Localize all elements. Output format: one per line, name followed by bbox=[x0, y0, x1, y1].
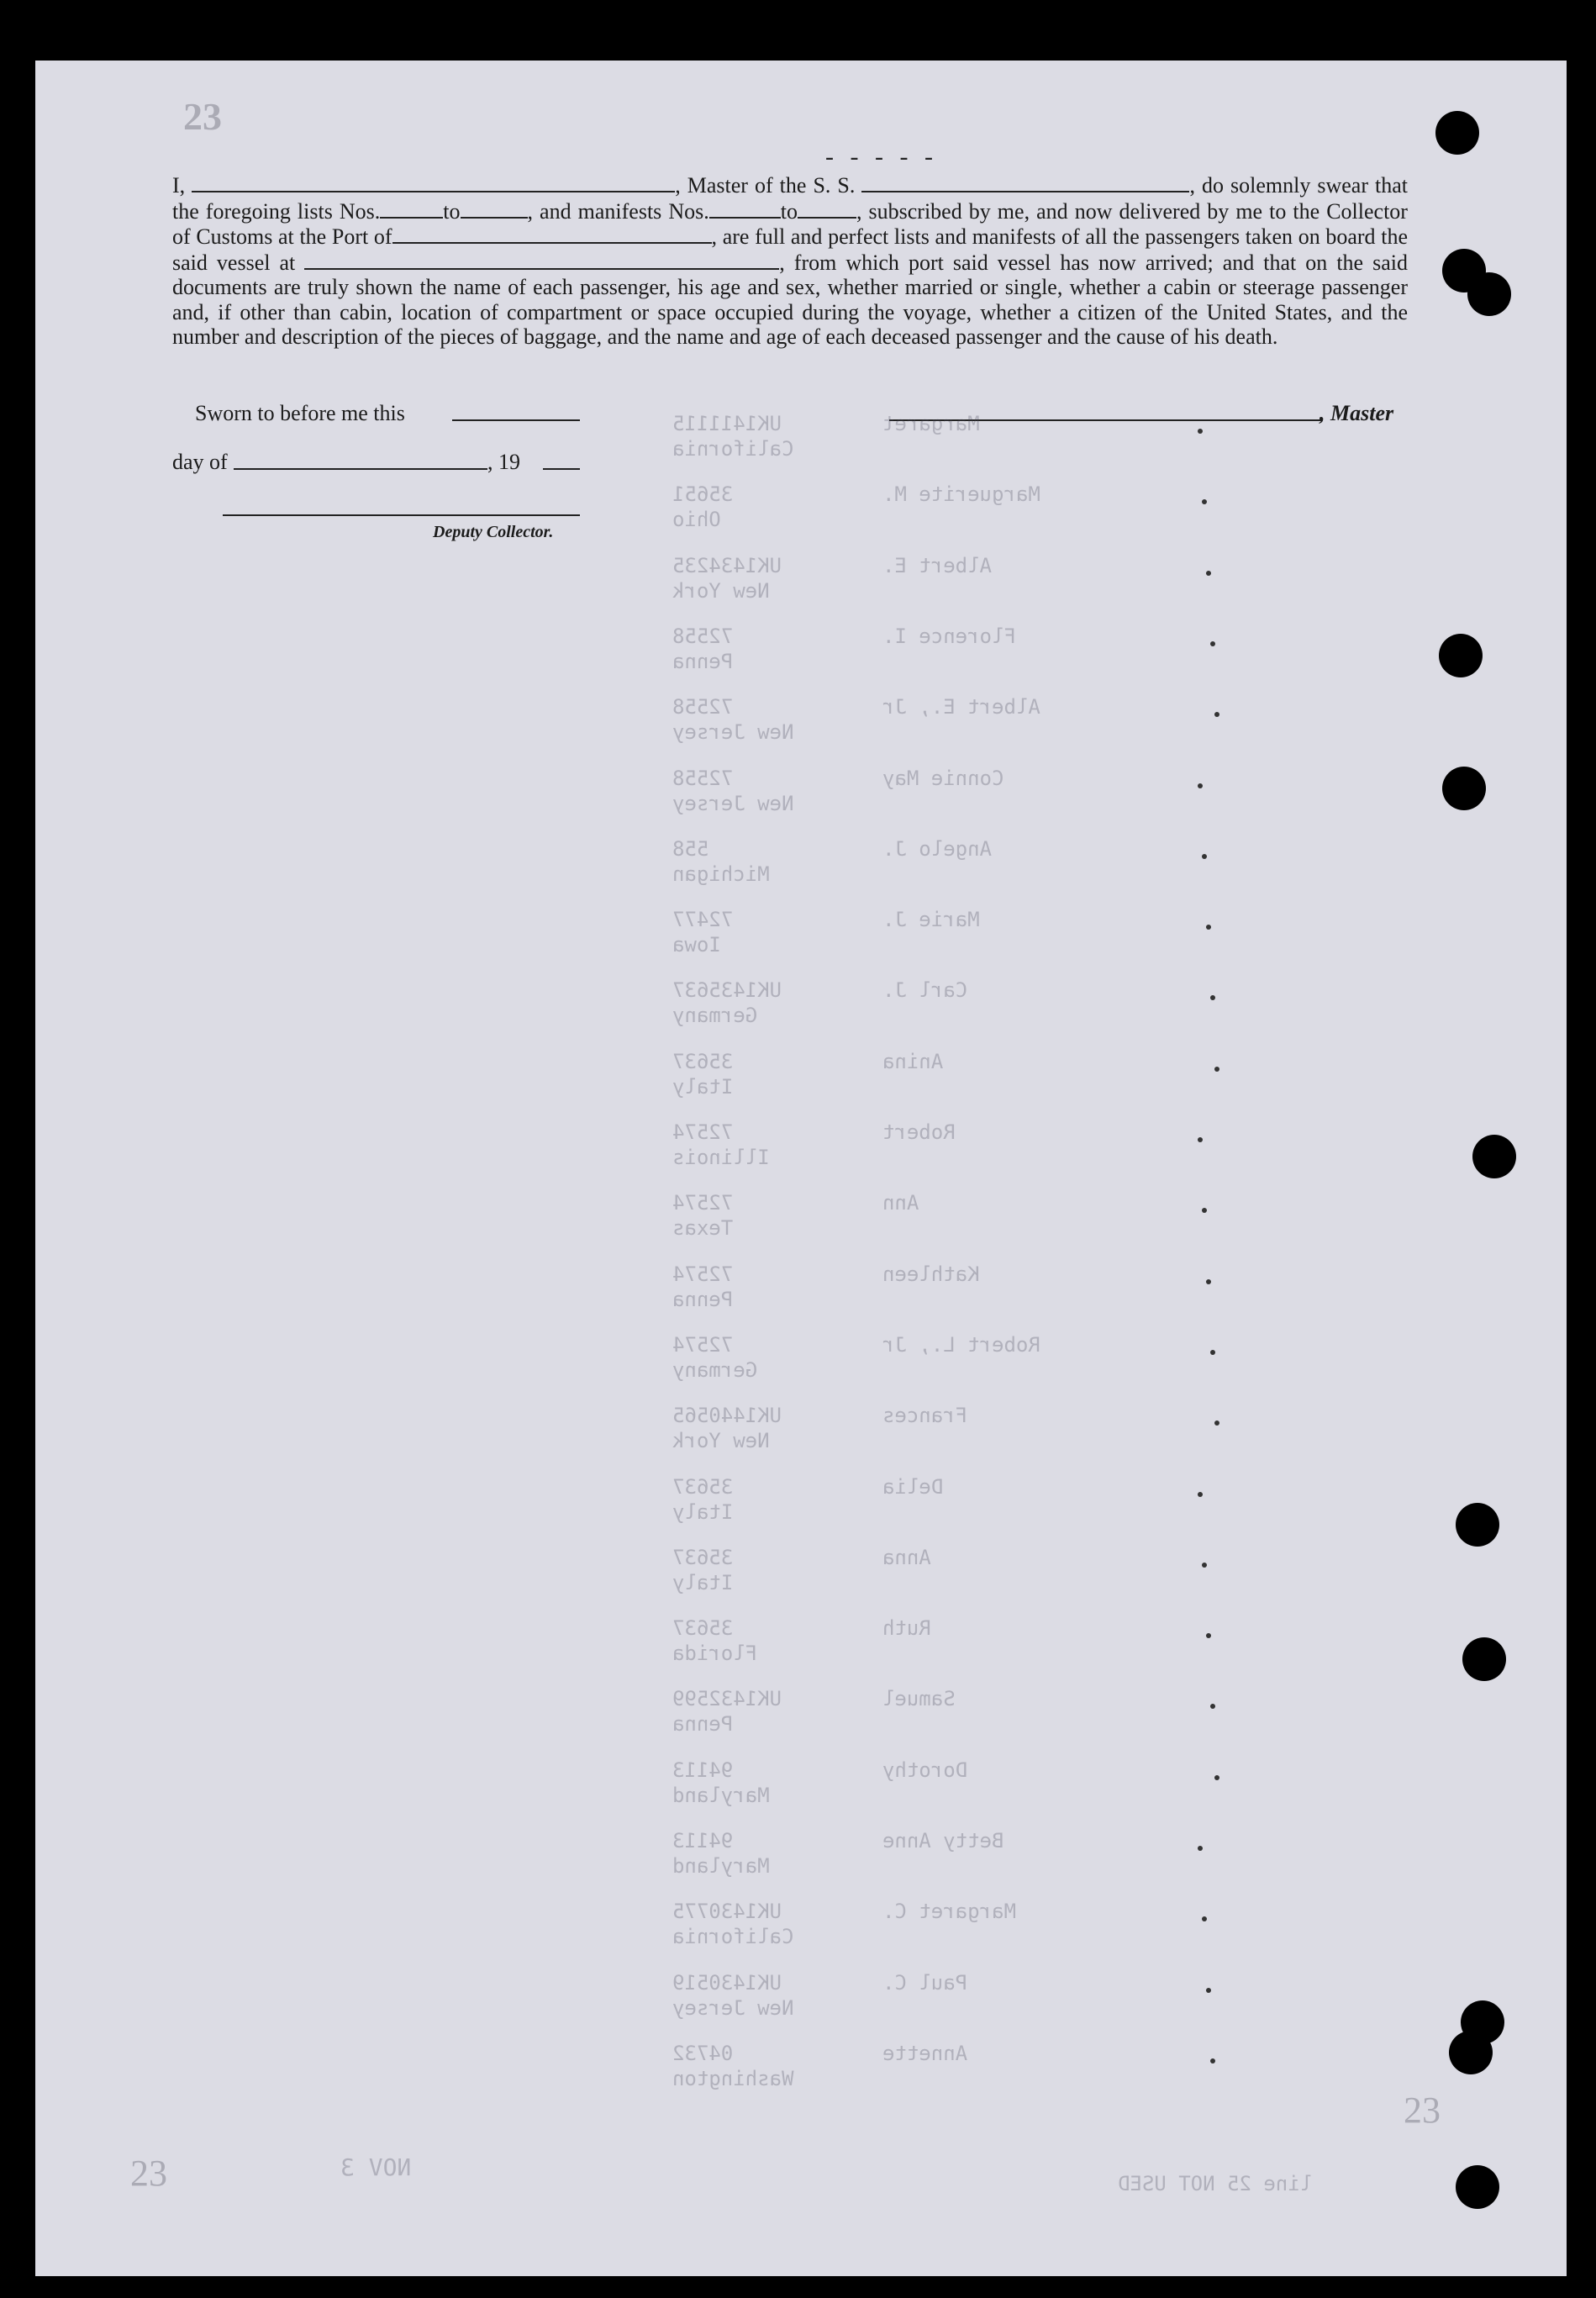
bleed-given-name: Betty Anne bbox=[882, 1829, 1004, 1853]
typewriter-comma bbox=[1198, 783, 1203, 788]
typewriter-comma bbox=[1206, 1279, 1211, 1284]
punch-hole bbox=[1456, 2165, 1499, 2209]
bleed-number: UK1435637 bbox=[672, 978, 782, 1002]
bleed-number: 35637 bbox=[672, 1546, 734, 1569]
manifests-from-blank[interactable] bbox=[709, 198, 781, 219]
punch-hole bbox=[1439, 634, 1483, 677]
bleed-place: Maryland bbox=[672, 1854, 770, 1878]
punch-hole bbox=[1467, 272, 1511, 316]
bleed-given-name: Anina bbox=[882, 1050, 944, 1073]
typewriter-comma bbox=[1210, 641, 1215, 646]
typewriter-comma bbox=[1202, 1916, 1207, 1921]
page-number-mark: 23 bbox=[183, 95, 222, 138]
bleed-place: New Jersey bbox=[672, 1996, 794, 2020]
typewriter-comma bbox=[1214, 1420, 1219, 1426]
typewriter-comma bbox=[1202, 1208, 1207, 1213]
bleed-place: Maryland bbox=[672, 1784, 770, 1807]
bleed-place: California bbox=[672, 437, 794, 461]
bleed-given-name: Carl J. bbox=[882, 978, 968, 1002]
oath-to-1: to bbox=[443, 198, 461, 224]
bleed-number: 94113 bbox=[672, 1829, 734, 1853]
oath-manifests: , and manifests Nos. bbox=[527, 198, 709, 224]
bleed-given-name: Margaret bbox=[882, 412, 980, 435]
punch-hole bbox=[1472, 1135, 1516, 1178]
bleed-number: UK1440565 bbox=[672, 1404, 782, 1427]
oath-i: I, bbox=[172, 173, 186, 198]
port-blank[interactable] bbox=[392, 224, 712, 244]
oath-body: , from which port said vessel has now arrived; and that on the said documents are truly shown the name of each passenger, his age and sex, whether married or single, whether a cabin or steerage passenger and, if other than cabin, location of compartment or space occupied during the voyage, whether a citizen of the United States, and the number and description of the pieces of baggage, and the name and age of each deceased passenger and the cause of his death. bbox=[172, 250, 1408, 349]
bleed-given-name: Florence I. bbox=[882, 625, 1016, 648]
typewriter-comma bbox=[1214, 712, 1219, 717]
typewriter-comma bbox=[1198, 1846, 1203, 1851]
bleed-place: Texas bbox=[672, 1216, 734, 1240]
punch-hole bbox=[1442, 767, 1486, 810]
ship-name-blank[interactable] bbox=[861, 172, 1189, 192]
master-name-blank[interactable] bbox=[192, 172, 675, 192]
bleed-place: Penna bbox=[672, 1288, 734, 1311]
bleed-number: 72558 bbox=[672, 695, 734, 719]
punch-hole bbox=[1462, 1637, 1506, 1681]
bleed-given-name: Anna bbox=[882, 1546, 931, 1569]
bleed-number: UK1411115 bbox=[672, 412, 782, 435]
bleed-number: 35637 bbox=[672, 1475, 734, 1499]
bleed-number: 72574 bbox=[672, 1191, 734, 1215]
bleed-place: New York bbox=[672, 579, 770, 603]
master-label: , Master bbox=[1319, 401, 1394, 425]
bleed-place: Italy bbox=[672, 1500, 734, 1524]
sworn-day-blank[interactable] bbox=[452, 419, 580, 421]
bleed-number: 35637 bbox=[672, 1050, 734, 1073]
oath-paragraph bbox=[172, 172, 1408, 350]
typewriter-comma bbox=[1214, 1067, 1219, 1072]
bleed-given-name: Ann bbox=[882, 1191, 919, 1215]
bleed-given-name: Marie J. bbox=[882, 908, 980, 931]
bleed-place: Italy bbox=[672, 1571, 734, 1594]
bleed-number: 72574 bbox=[672, 1333, 734, 1357]
bleed-given-name: Kathleen bbox=[882, 1262, 980, 1286]
corner-mark-left: 23 bbox=[130, 2153, 167, 2194]
punch-hole bbox=[1449, 2031, 1493, 2074]
bleed-place: Illinois bbox=[672, 1146, 770, 1169]
bleed-given-name: Margaret C. bbox=[882, 1900, 1016, 1923]
bleed-footer: line 25 NOT USED bbox=[1118, 2172, 1313, 2195]
bleed-given-name: Albert E. bbox=[882, 554, 993, 577]
typewriter-comma bbox=[1210, 2058, 1215, 2063]
year-blank[interactable] bbox=[543, 468, 580, 470]
bleed-place: New Jersey bbox=[672, 720, 794, 744]
bleed-place: New Jersey bbox=[672, 792, 794, 815]
bleed-place: Germany bbox=[672, 1358, 758, 1382]
bleed-place: Michigan bbox=[672, 862, 770, 886]
typewriter-comma bbox=[1206, 1633, 1211, 1638]
typewriter-comma bbox=[1210, 995, 1215, 1000]
bleed-number: 72477 bbox=[672, 908, 734, 931]
punch-hole bbox=[1435, 111, 1479, 155]
oath-full-perfect: , are full and perfect lists and manifests of all the passengers taken on board the said vessel at bbox=[172, 224, 1408, 275]
typewriter-comma bbox=[1206, 925, 1211, 930]
bleed-number: UK1432599 bbox=[672, 1687, 782, 1710]
typewriter-comma bbox=[1198, 1492, 1203, 1497]
bleed-given-name: Ruth bbox=[882, 1616, 931, 1640]
bleed-number: 04732 bbox=[672, 2042, 734, 2065]
bleed-number: 35637 bbox=[672, 1616, 734, 1640]
bleed-given-name: Connie May bbox=[882, 767, 1004, 790]
typewriter-comma bbox=[1210, 1350, 1215, 1355]
bleed-number: 72574 bbox=[672, 1262, 734, 1286]
manifests-to-blank[interactable] bbox=[798, 198, 856, 219]
bleed-place: Penna bbox=[672, 1712, 734, 1736]
bleed-place: Ohio bbox=[672, 508, 721, 531]
bleed-place: Italy bbox=[672, 1075, 734, 1099]
bleed-number: 94113 bbox=[672, 1758, 734, 1782]
typewriter-comma bbox=[1206, 1988, 1211, 1993]
deputy-signature-line[interactable] bbox=[223, 514, 580, 516]
lists-to-blank[interactable] bbox=[461, 198, 528, 219]
bleed-given-name: Paul C. bbox=[882, 1971, 968, 1995]
typewriter-comma bbox=[1198, 1137, 1203, 1142]
oath-port: , subscribed by me, and now delivered by me to the Collector of Customs at the Port of bbox=[172, 198, 1408, 249]
oath-to-2: to bbox=[780, 198, 798, 224]
bleed-number: 72574 bbox=[672, 1120, 734, 1144]
month-blank[interactable] bbox=[234, 468, 487, 470]
corner-mark-right: 23 bbox=[1404, 2090, 1441, 2131]
lists-from-blank[interactable] bbox=[380, 198, 443, 219]
bleed-place: Washington bbox=[672, 2067, 794, 2090]
typewriter-comma bbox=[1198, 429, 1203, 434]
manifest-page bbox=[35, 61, 1567, 2276]
bleed-number: 72558 bbox=[672, 767, 734, 790]
oath-master-of: , Master of the S. S. bbox=[675, 173, 856, 198]
typewriter-comma bbox=[1202, 1563, 1207, 1568]
departure-port-blank[interactable] bbox=[304, 250, 779, 270]
bleed-given-name: Samuel bbox=[882, 1687, 956, 1710]
bleed-given-name: Albert E., Jr bbox=[882, 695, 1040, 719]
bleed-place: Florida bbox=[672, 1642, 758, 1665]
oath-swear: , do solemnly swear that the foregoing lists Nos. bbox=[172, 173, 1409, 224]
bleed-number: UK1434235 bbox=[672, 554, 782, 577]
deputy-collector-label: Deputy Collector. bbox=[433, 523, 554, 541]
bleed-place: New York bbox=[672, 1429, 770, 1452]
bleed-number: 72558 bbox=[672, 625, 734, 648]
bleed-given-name: Angelo J. bbox=[882, 837, 993, 861]
bleed-number: UK1430775 bbox=[672, 1900, 782, 1923]
typewriter-comma bbox=[1214, 1775, 1219, 1780]
header-dashes: - - - - - bbox=[825, 143, 938, 171]
bleed-given-name: Frances bbox=[882, 1404, 968, 1427]
bleed-place: Penna bbox=[672, 650, 734, 673]
day-of-label: day of bbox=[172, 450, 228, 474]
typewriter-comma bbox=[1210, 1704, 1215, 1709]
bleed-given-name: Robert L., Jr bbox=[882, 1333, 1040, 1357]
bleed-given-name: Robert bbox=[882, 1120, 956, 1144]
bleed-given-name: Dorothy bbox=[882, 1758, 968, 1782]
typewriter-comma bbox=[1206, 571, 1211, 576]
sworn-label: Sworn to before me this bbox=[195, 401, 405, 425]
punch-hole bbox=[1456, 1503, 1499, 1547]
typewriter-comma bbox=[1202, 854, 1207, 859]
bleed-number: 35651 bbox=[672, 482, 734, 506]
bleed-place: California bbox=[672, 1925, 794, 1948]
bleed-place: Germany bbox=[672, 1004, 758, 1027]
bleed-place: Iowa bbox=[672, 933, 721, 957]
year-prefix: , 19 bbox=[487, 450, 520, 474]
bleed-given-name: Delia bbox=[882, 1475, 944, 1499]
bleed-given-name: Marguerite M. bbox=[882, 482, 1040, 506]
typewriter-comma bbox=[1202, 499, 1207, 504]
bleed-number: UK1430519 bbox=[672, 1971, 782, 1995]
bleed-number: 558 bbox=[672, 837, 709, 861]
bleed-stamp: NOV 3 bbox=[340, 2153, 412, 2181]
bleed-given-name: Annette bbox=[882, 2042, 968, 2065]
